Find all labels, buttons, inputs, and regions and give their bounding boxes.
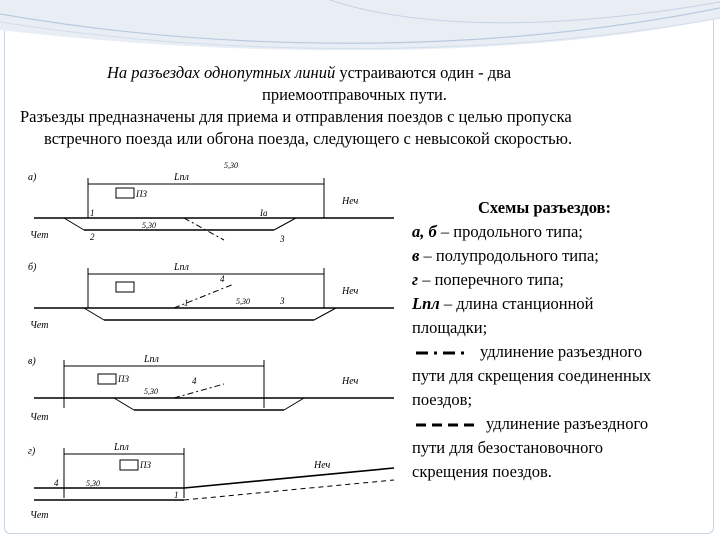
scheme-v-nech: Неч (342, 376, 359, 387)
scheme-a-pz: ПЗ (136, 189, 147, 199)
dash-dot-line-icon (412, 348, 472, 358)
intro-line-4: встречного поезда или обгона поезда, следующего с невысокой скоростью. (44, 129, 573, 148)
intro-text (0, 62, 720, 150)
scheme-a-n3: 3 (280, 234, 285, 244)
scheme-a-dim: 5,30 (224, 161, 238, 170)
scheme-g-n1: 1 (174, 490, 179, 500)
legend (412, 196, 712, 484)
dashed-line-icon (412, 420, 478, 430)
scheme-b-lpl: Lпл (174, 262, 189, 273)
legend-item-l-cont: площадки; (412, 318, 488, 337)
scheme-b-station-building (116, 282, 134, 292)
scheme-g-lpl: Lпл (114, 442, 129, 453)
legend-key-l: Lпл (412, 294, 440, 313)
scheme-a-ia: Iа (260, 208, 268, 218)
scheme-v-label: в) (28, 356, 36, 367)
scheme-b-dim: 5,30 (236, 297, 250, 306)
scheme-a-nech: Неч (342, 196, 359, 207)
scheme-a-station-building (116, 188, 134, 198)
legend-title: Схемы разъездов: (478, 198, 611, 217)
scheme-a-lpl: Lпл (174, 172, 189, 183)
intro-line-1-italic: На разъездах однопутных линий (107, 63, 336, 82)
scheme-g (28, 442, 394, 521)
scheme-b-label: б) (28, 262, 37, 273)
legend-item-l (412, 292, 712, 316)
scheme-g-nech: Неч (314, 460, 331, 471)
legend-ext1-text2: пути для скрещения соединенных (412, 366, 652, 385)
junction-schemes-diagram (24, 158, 408, 530)
legend-key-v: в (412, 246, 420, 265)
legend-text-ab: – продольного типа; (436, 222, 583, 241)
legend-ext2-text3: скрещения поездов. (412, 462, 552, 481)
legend-ext2-text1: удлинение разъездного (486, 414, 649, 433)
scheme-v-station-building (98, 374, 116, 384)
scheme-b-n3: 3 (280, 296, 285, 306)
legend-ext1-text1: удлинение разъездного (480, 342, 643, 361)
intro-line-3: Разъезды предназначены для приема и отправления поездов с целью пропуска (20, 107, 572, 126)
scheme-g-n4: 4 (54, 478, 59, 488)
scheme-v-chet: Чет (30, 412, 49, 423)
scheme-v-lpl: Lпл (144, 354, 159, 365)
scheme-v (28, 354, 394, 423)
scheme-a-dim-2: 5,30 (142, 221, 156, 230)
intro-line-1-rest: устраиваются один - два (335, 63, 512, 82)
legend-ext1-text3: поездов; (412, 390, 473, 409)
legend-key-g: г (412, 270, 419, 289)
scheme-a-n2: 2 (90, 232, 95, 242)
scheme-a-label: а) (28, 172, 37, 183)
scheme-g-label: г) (28, 446, 36, 457)
scheme-g-main-line (184, 468, 394, 488)
intro-line-2: приемоотправочных пути. (262, 85, 447, 104)
scheme-b-nech: Неч (342, 286, 359, 297)
scheme-a (28, 161, 394, 244)
scheme-g-chet: Чет (30, 510, 49, 521)
scheme-a-chet: Чет (30, 230, 49, 241)
legend-item-ab (412, 220, 712, 244)
scheme-a-n1: 1 (90, 208, 95, 218)
scheme-g-dim: 5,30 (86, 479, 100, 488)
scheme-b (28, 262, 394, 331)
legend-text-l: – длина станционной (439, 294, 594, 313)
scheme-b-extension (174, 284, 234, 308)
legend-item-g (412, 268, 712, 292)
scheme-b-n1: 1 (184, 298, 189, 308)
scheme-g-pz: ПЗ (140, 460, 151, 470)
scheme-b-chet: Чет (30, 320, 49, 331)
legend-text-v: – полупродольного типа; (419, 246, 599, 265)
scheme-a-extension (184, 218, 224, 240)
scheme-b-n4: 4 (220, 274, 225, 284)
scheme-v-n4: 4 (192, 376, 197, 386)
scheme-g-station-building (120, 460, 138, 470)
scheme-v-extension (174, 384, 224, 398)
legend-item-v (412, 244, 712, 268)
legend-text-g: – поперечного типа; (418, 270, 564, 289)
scheme-g-extension (184, 480, 394, 500)
legend-key-ab: а, б (412, 222, 437, 241)
legend-ext2-text2: пути для безостановочного (412, 438, 603, 457)
scheme-v-dim: 5,30 (144, 387, 158, 396)
legend-ext2-line1 (412, 412, 712, 436)
intro-line-1 (0, 62, 720, 84)
legend-ext1-line1 (412, 340, 712, 364)
scheme-v-pz: ПЗ (118, 374, 129, 384)
decorative-header-curves (0, 0, 720, 60)
